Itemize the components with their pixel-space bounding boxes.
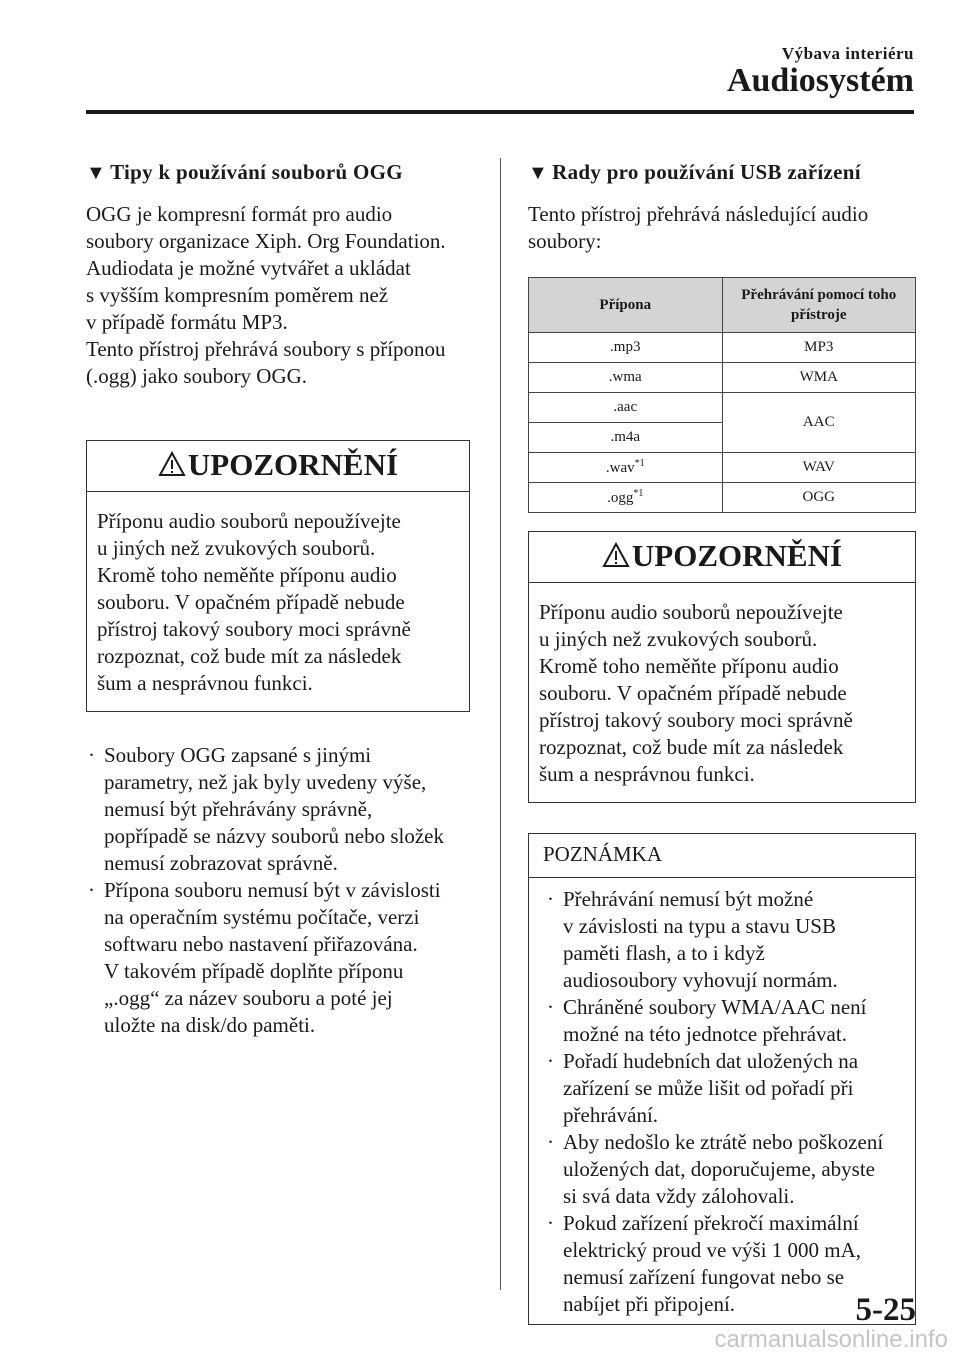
list-item: · Chráněné soubory WMA/AAC není možné na této jednotce přehrávat. xyxy=(547,995,867,1046)
caution-title: UPOZORNĚNÍ xyxy=(529,532,915,583)
page-number: 5-25 xyxy=(855,1292,916,1328)
right-column xyxy=(528,160,916,1325)
ogg-intro-paragraph: OGG je kompresní formát pro audio soubory organizace Xiph. Org Foundation. Audiodata je možné vytvářet a ukládat s vyšším kompresním poměrem než v případě formátu MP3. Tento přístroj přehrává soubory s příponou (.ogg) jako soubory OGG. xyxy=(86,202,446,388)
table-row: .wav$^{*1}$ WAV xyxy=(529,453,916,483)
caution-box xyxy=(528,531,916,803)
ogg-bullet-list xyxy=(86,742,470,1039)
list-item: · Přehrávání nemusí být možné v závislosti na typu a stavu USB paměti flash, a to i když audiosoubory vyhovují normám. xyxy=(547,887,838,992)
table-row: .aac AAC xyxy=(529,393,916,423)
caution-box xyxy=(86,440,470,712)
section-label: Výbava interiéru xyxy=(781,44,914,63)
list-item: · Pokud zařízení překročí maximální elektrický proud ve výši 1 000 mA, nemusí zařízení fungovat nebo se nabíjet při připojení. xyxy=(547,1211,862,1316)
note-box xyxy=(528,833,916,1325)
watermark: carmanualsonline.info xyxy=(714,1326,948,1353)
triangle-bullet-icon: ▼ xyxy=(528,162,549,184)
list-item: · Aby nedošlo ke ztrátě nebo poškození uložených dat, doporučujeme, abyste si svá data vždy zálohovali. xyxy=(547,1130,884,1208)
page-title: Audiosystém xyxy=(726,62,914,99)
caution-text: Příponu audio souborů nepoužívejte u jiných než zvukových souborů. Kromě toho neměňte příponu audio souboru. V opačném případě nebude přístroj takový soubory moci správně rozpoznat, což bude mít za následek šum a nesprávnou funkci. xyxy=(539,600,853,786)
note-bullet-list xyxy=(529,878,915,1324)
caution-title: UPOZORNĚNÍ xyxy=(87,441,469,492)
file-extension-table xyxy=(528,277,916,513)
triangle-bullet-icon: ▼ xyxy=(86,162,107,184)
table-row: .ogg$^{*1}$ OGG xyxy=(529,483,916,513)
usb-tips-heading: ▼ Rady pro používání USB zařízení xyxy=(528,160,861,184)
header-rule xyxy=(86,110,914,114)
left-column xyxy=(86,160,470,1039)
column-header-playback: Přehrávání pomocí toho přístroje xyxy=(722,278,916,333)
table-row: .wma WMA xyxy=(529,363,916,393)
column-header-extension: Přípona xyxy=(529,278,723,333)
list-item: · Soubory OGG zapsané s jinými parametry, než jak byly uvedeny výše, nemusí být přehrávány správně, popřípadě se názvy souborů nebo složek nemusí zobrazovat správně. xyxy=(88,743,444,875)
table-row: .m4a xyxy=(529,423,916,453)
warning-triangle-icon xyxy=(158,451,186,477)
table-header-row xyxy=(529,278,916,333)
usb-intro-paragraph: Tento přístroj přehrává následující audio soubory: xyxy=(528,202,869,253)
caution-text: Příponu audio souborů nepoužívejte u jiných než zvukových souborů. Kromě toho neměňte příponu audio souboru. V opačném případě nebude přístroj takový soubory moci správně rozpoznat, což bude mít za následek šum a nesprávnou funkci. xyxy=(97,509,411,695)
list-item: · Přípona souboru nemusí být v závislosti na operačním systému počítače, verzi softwaru nebo nastavení přiřazována. V takovém případě doplňte příponu „.ogg“ za název souboru a poté jej uložte na disk/do paměti. xyxy=(88,878,441,1037)
note-title: POZNÁMKA xyxy=(529,834,915,878)
column-divider xyxy=(500,158,501,1290)
list-item: · Pořadí hudebních dat uložených na zařízení se může lišit od pořadí při přehrávání. xyxy=(547,1049,859,1127)
warning-triangle-icon xyxy=(602,542,630,568)
ogg-tips-heading: ▼ Tipy k používání souborů OGG xyxy=(86,160,403,184)
table-row: .mp3 MP3 xyxy=(529,333,916,363)
